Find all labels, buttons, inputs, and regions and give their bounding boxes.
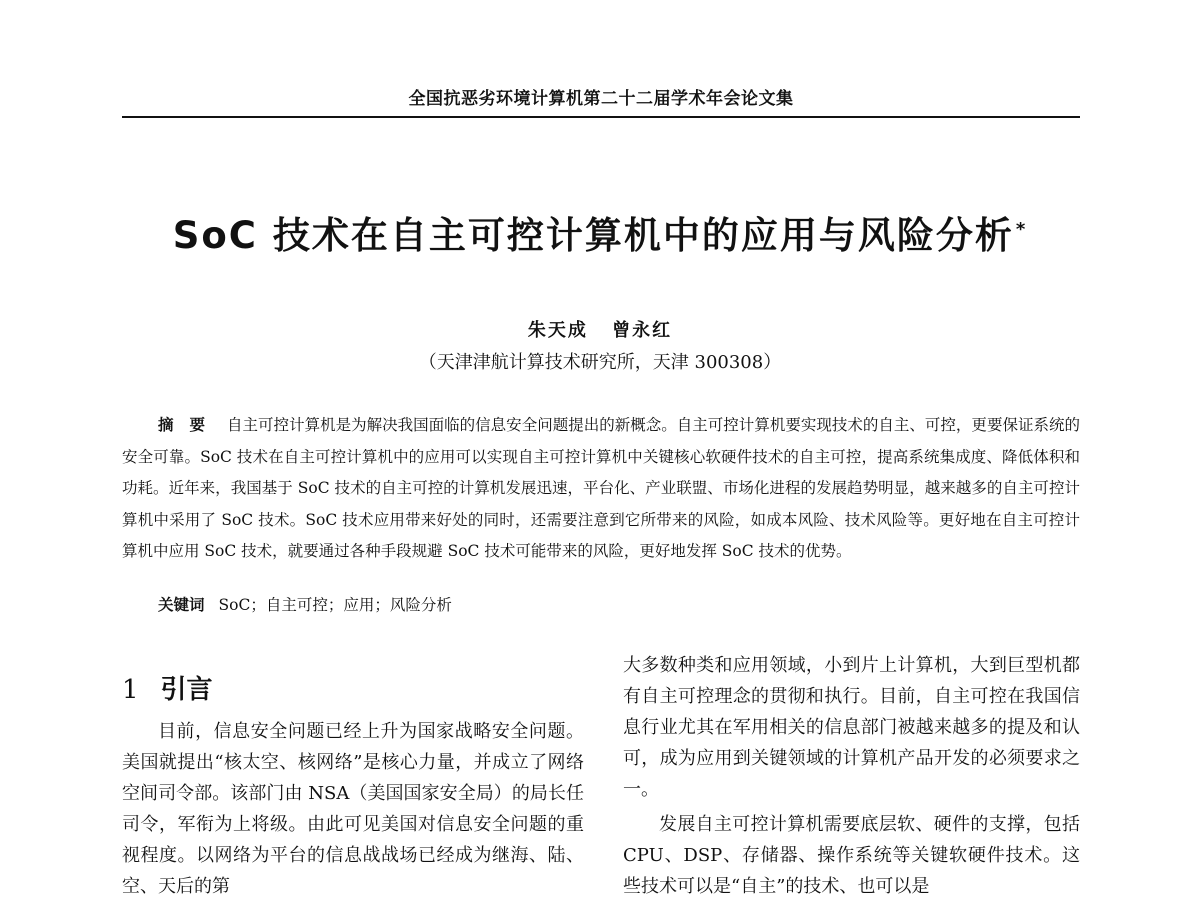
keywords-label: 关键词 — [158, 596, 205, 614]
affiliation: （天津津航计算技术研究所，天津 300308） — [418, 352, 782, 373]
abstract-label: 摘要 — [158, 416, 222, 434]
section-title: 引言 — [160, 675, 213, 705]
header-rule — [122, 116, 1080, 118]
title-footnote-mark: * — [1015, 218, 1028, 240]
author-name: 曾永红 — [612, 320, 673, 341]
proceedings-header: 全国抗恶劣环境计算机第二十二届学术年会论文集 — [408, 89, 794, 109]
keywords — [158, 593, 1058, 615]
body-paragraph: 大多数种类和应用领域，小到片上计算机，大到巨型机都有自主可控理念的贯彻和执行。目前，自主可控在我国信息行业尤其在军用相关的信息部门被越来越多的提及和认可，成为应用到关键领域的计算机产品开发的必须要求之一。 — [623, 655, 1080, 800]
paper-title — [0, 205, 1200, 259]
keywords-text: SoC；自主可控；应用；风险分析 — [218, 596, 452, 614]
body-paragraph: 目前，信息安全问题已经上升为国家战略安全问题。美国就提出“核太空、核网络”是核心力量，并成立了网络空间司令部。该部门由 NSA（美国国家安全局）的局长任司令，军衔为上将级。由此可见美国对信息安全问题的重视程度。以网络为平台的信息战战场已经成为继海、陆、空、天后的第 — [122, 721, 584, 897]
author-name: 朱天成 — [527, 320, 588, 341]
section-heading — [122, 670, 584, 710]
paper-title-text: SoC 技术在自主可控计算机中的应用与风险分析 — [172, 214, 1014, 257]
right-column — [623, 650, 1080, 902]
left-column — [122, 650, 584, 902]
abstract — [122, 410, 1080, 568]
body-paragraph: 发展自主可控计算机需要底层软、硬件的支撑，包括 CPU、DSP、存储器、操作系统等关键软硬件技术。这些技术可以是“自主”的技术、也可以是 — [623, 814, 1080, 897]
section-number: 1 — [122, 675, 139, 705]
author-list — [0, 316, 1200, 342]
abstract-text: 自主可控计算机是为解决我国面临的信息安全问题提出的新概念。自主可控计算机要实现技术的自主、可控，更要保证系统的安全可靠。SoC 技术在自主可控计算机中的应用可以实现自主可控计算机中关键核心软硬件技术的自主可控，提高系统集成度、降低体积和功耗。近年来，我国基于 SoC 技术的自主可控的计算机发展迅速，平台化、产业联盟、市场化进程的发展趋势明显，越来越多的自主可控计算机中采用了 SoC 技术。SoC 技术应用带来好处的同时，还需要注意到它所带来的风险，如成本风险、技术风险等。更好地在自主可控计算机中应用 SoC 技术，就要通过各种手段规避 SoC 技术可能带来的风险，更好地发挥 SoC 技术的优势。 — [122, 416, 1080, 560]
